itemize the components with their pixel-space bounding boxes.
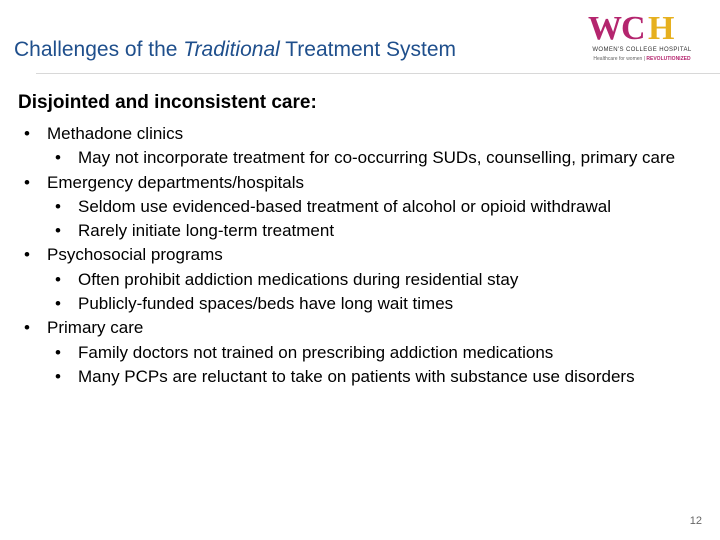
bullet-icon: •: [55, 148, 61, 168]
logo-tagline-separator: |: [642, 56, 647, 62]
sub-list-item-label: Seldom use evidenced-based treatment of alcohol or opioid withdrawal: [78, 196, 611, 216]
wch-logo: [586, 12, 698, 68]
logo-subtitle: WOMEN'S COLLEGE HOSPITAL: [592, 47, 692, 53]
list-item-label: Psychosocial programs: [47, 245, 223, 265]
logo-letters: WC: [588, 10, 645, 47]
title-divider: [36, 73, 720, 74]
bullet-icon: •: [55, 221, 61, 241]
sub-list-item: [22, 292, 702, 316]
bullet-icon: •: [24, 124, 30, 143]
bullet-icon: •: [24, 318, 30, 338]
sub-list-item-label: Family doctors not trained on prescribing addiction medications: [78, 342, 554, 362]
sub-list-item: [22, 365, 702, 389]
list-item: [22, 243, 702, 267]
sub-list-item: [22, 195, 702, 219]
logo-tagline: [586, 56, 698, 62]
sub-list-item: [22, 219, 702, 243]
title-text-pre: Challenges of the: [14, 38, 184, 61]
sub-list-item: [22, 268, 702, 292]
bullet-list: [22, 122, 702, 389]
title-text-emphasis: Traditional: [183, 38, 280, 61]
title-text-post: Treatment System: [279, 38, 457, 61]
list-item-label: Methadone clinics: [47, 124, 184, 143]
logo-letter-h: H: [648, 10, 675, 47]
list-item-label: Primary care: [47, 318, 144, 338]
sub-list-item: [22, 146, 702, 170]
list-item: [22, 316, 702, 340]
bullet-icon: •: [24, 245, 30, 265]
bullet-icon: •: [55, 196, 61, 216]
sub-list-item: [22, 341, 702, 365]
bullet-icon: •: [55, 342, 61, 362]
slide-title: [14, 38, 456, 62]
bullet-icon: •: [55, 269, 61, 289]
logo-tagline-b: REVOLUTIONIZED: [646, 56, 691, 62]
sub-list-item-label: Rarely initiate long-term treatment: [78, 221, 335, 241]
list-item-label: Emergency departments/hospitals: [47, 172, 305, 192]
sub-list-item-label: Many PCPs are reluctant to take on patients with substance use disorders: [78, 366, 635, 386]
bullet-icon: •: [55, 366, 61, 386]
page-number: 12: [689, 515, 702, 527]
logo-tagline-a: Healthcare for women: [593, 56, 643, 62]
sub-list-item-label: Publicly-funded spaces/beds have long wait times: [78, 294, 454, 314]
sub-list-item-label: May not incorporate treatment for co-occurring SUDs, counselling, primary care: [78, 148, 676, 168]
list-item: [22, 171, 702, 195]
bullet-icon: •: [55, 294, 61, 314]
sub-list-item-label: Often prohibit addiction medications during residential stay: [78, 269, 519, 289]
bullet-icon: •: [24, 172, 30, 192]
list-item: [22, 122, 702, 146]
section-heading: Disjointed and inconsistent care:: [18, 92, 317, 113]
